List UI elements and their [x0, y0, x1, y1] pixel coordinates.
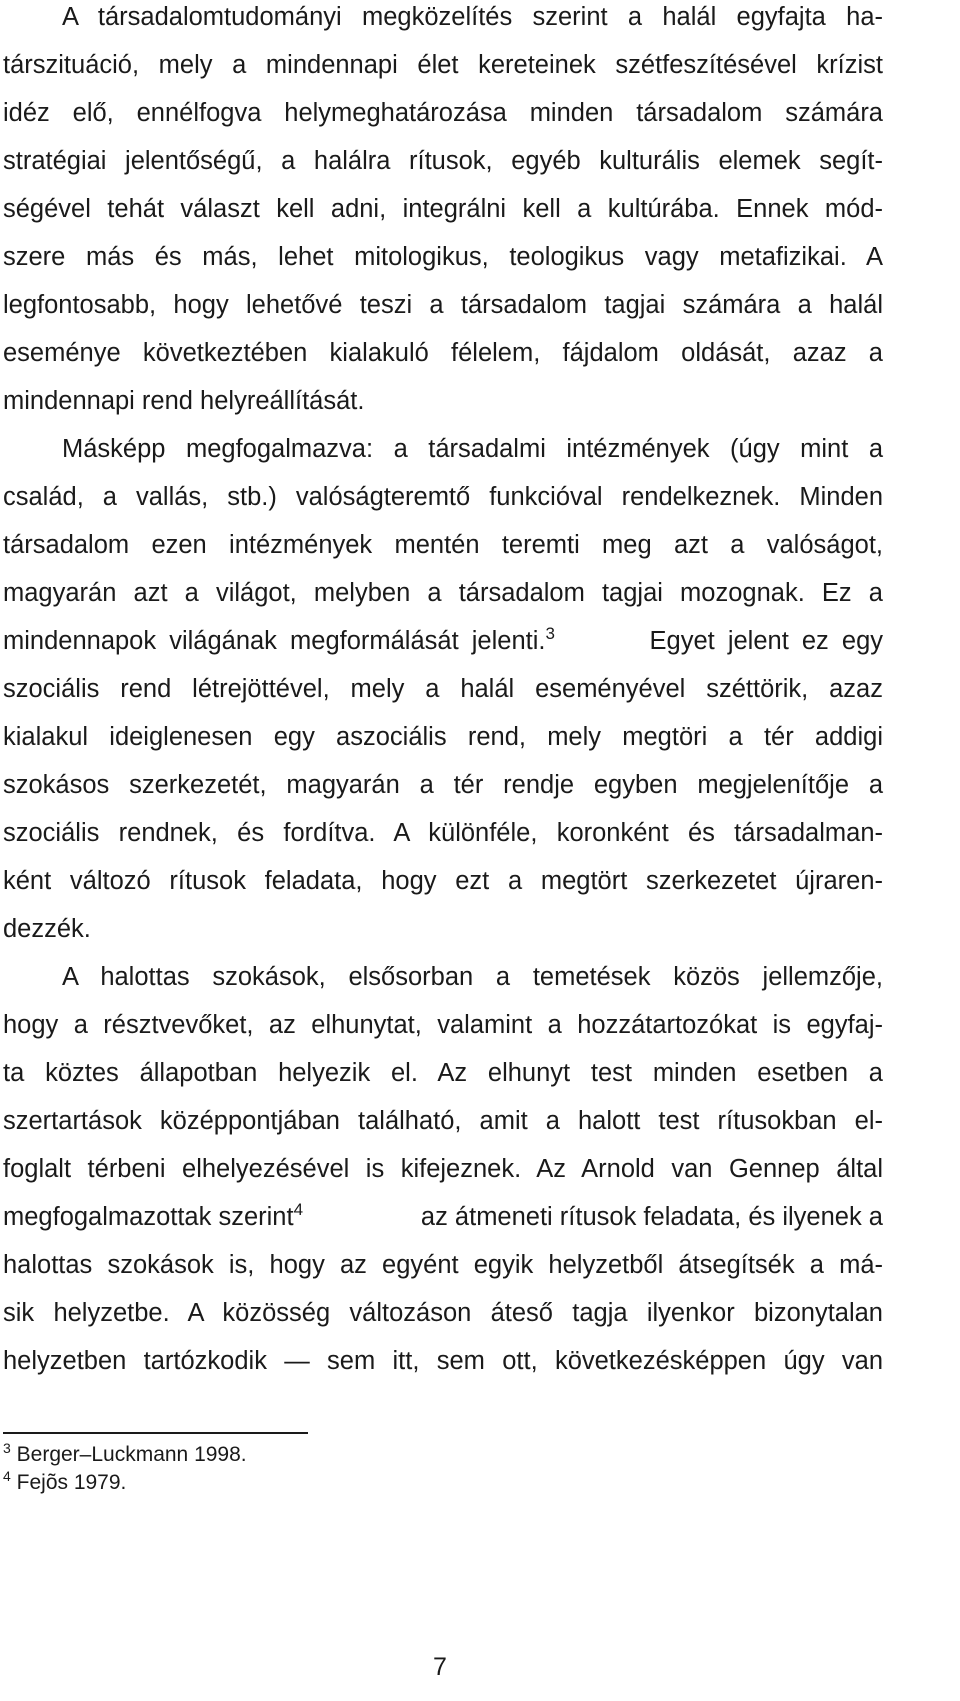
text-line: A társadalomtudományi megközelítés szerint a halál egyfajta ha-	[62, 3, 883, 31]
text-line: halottas szokások is, hogy az egyént egyik helyzetből átsegítsék a má-	[3, 1251, 883, 1279]
text-line: stratégiai jelentőségű, a halálra rítusok, egyéb kulturális elemek segít-	[3, 147, 883, 175]
text-line: magyarán azt a világot, melyben a társadalom tagjai mozognak. Ez a	[3, 579, 883, 607]
text-segment: megfogalmazottak szerint	[3, 1203, 294, 1231]
footnote-3	[3, 1442, 247, 1468]
text-line: család, a vallás, stb.) valóságteremtő funkcióval rendelkeznek. Minden	[3, 483, 883, 511]
text-line: helyzetben tartózkodik — sem itt, sem ott, következésképpen úgy van	[3, 1347, 883, 1375]
text-segment: mindennapok világának megformálását jelenti.	[3, 627, 546, 655]
text-line	[3, 1202, 883, 1232]
text-line: ségével tehát választ kell adni, integrálni kell a kultúrába. Ennek mód-	[3, 195, 883, 223]
footnote-marker: 3	[3, 1440, 11, 1456]
text-line: társzituáció, mely a mindennapi élet kereteinek szétfeszítésével krízist	[3, 51, 883, 79]
footnote-4	[3, 1470, 126, 1496]
text-line: szertartások középpontjában található, amit a halott test rítusokban el-	[3, 1107, 883, 1135]
text-line: Másképp megfogalmazva: a társadalmi intézmények (úgy mint a	[62, 435, 883, 463]
text-line: A halottas szokások, elsősorban a temetések közös jellemzője,	[62, 963, 883, 991]
text-line: szociális rend létrejöttével, mely a halál eseményével széttörik, azaz	[3, 675, 883, 703]
footnote-text: Berger–Luckmann 1998.	[16, 1443, 247, 1466]
text-line: kialakul ideiglenesen egy aszociális rend, mely megtöri a tér addigi	[3, 723, 883, 751]
text-line: ta köztes állapotban helyezik el. Az elhunyt test minden esetben a	[3, 1059, 883, 1087]
footnote-ref-4: 4	[293, 1200, 304, 1219]
text-line: hogy a résztvevőket, az elhunytat, valamint a hozzátartozókat is egyfaj-	[3, 1011, 883, 1039]
footnote-ref-3: 3	[545, 624, 555, 643]
footnote-marker: 4	[3, 1468, 11, 1484]
text-line: sik helyzetbe. A közösség változáson áteső tagja ilyenkor bizonytalan	[3, 1299, 883, 1327]
text-segment: Egyet jelent ez egy	[649, 627, 883, 655]
text-line: szere más és más, lehet mitologikus, teologikus vagy metafizikai. A	[3, 243, 883, 271]
text-line: szociális rendnek, és fordítva. A különféle, koronként és társadalman-	[3, 819, 883, 847]
text-segment: az átmeneti rítusok feladata, és ilyenek a	[420, 1203, 883, 1231]
text-line: társadalom ezen intézmények mentén teremti meg azt a valóságot,	[3, 531, 883, 559]
footnote-text: Fejõs 1979.	[16, 1471, 127, 1494]
text-line: foglalt térbeni elhelyezésével is kifejeznek. Az Arnold van Gennep által	[3, 1155, 883, 1183]
text-line: idéz elő, ennélfogva helymeghatározása minden társadalom számára	[3, 99, 883, 127]
footnote-separator	[3, 1432, 308, 1434]
text-line: mindennapi rend helyreállítását.	[3, 387, 365, 415]
text-line: eseménye következtében kialakuló félelem, fájdalom oldását, azaz a	[3, 339, 883, 367]
page-number: 7	[433, 1653, 447, 1681]
text-line: legfontosabb, hogy lehetővé teszi a társadalom tagjai számára a halál	[3, 291, 883, 319]
text-line: szokásos szerkezetét, magyarán a tér rendje egyben megjelenítője a	[3, 771, 883, 799]
text-line: dezzék.	[3, 915, 91, 943]
text-line: ként változó rítusok feladata, hogy ezt a megtört szerkezetet újraren-	[3, 867, 883, 895]
text-line	[3, 626, 883, 656]
